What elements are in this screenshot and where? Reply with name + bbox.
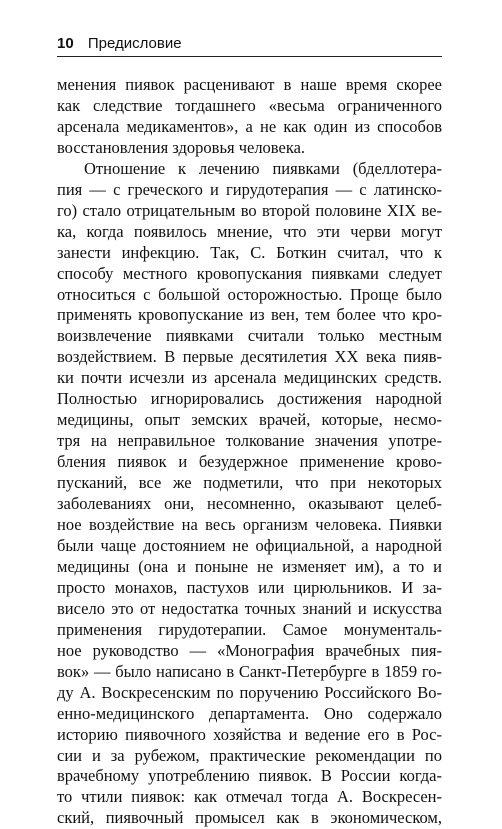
text-line: пусканий, все же подметили, что при некоторых [57, 473, 442, 493]
text-line: применения гирудотерапии. Самое монументаль- [57, 619, 442, 639]
text-line: ка, когда появилось мнение, что эти черви могут [57, 221, 442, 241]
text-line: менения пиявок расценивают в наше время скорее [57, 75, 442, 94]
text-line: врачебному употреблению пиявок. В России когда- [57, 766, 442, 786]
text-line: бления пиявок и безудержное применение крово- [57, 452, 442, 472]
page-number: 10 [57, 35, 74, 52]
text-line: ду А. Воскресенским по поручению Российского Во- [57, 682, 442, 702]
text-line: пия — с греческого и гирудотерапия — с латинско- [57, 179, 442, 199]
text-line: занести инфекцию. Так, С. Боткин считал, что к [57, 242, 442, 262]
text-line: применять кровопускание из вен, тем более что кро- [57, 305, 442, 325]
body-text [57, 75, 442, 829]
text-line: медицины, опыт земских врачей, которые, несмо- [57, 410, 442, 430]
text-line: арсенала медикаментов», а не как один из способов [57, 116, 442, 136]
text-line: ное воздействие на весь организм человека. Пиявки [57, 515, 442, 535]
text-line: медицины (она и поныне не изменяет им), а то и [57, 556, 442, 576]
header-rule [57, 56, 442, 57]
text-line: Полностью игнорировались достижения народной [57, 389, 442, 409]
text-line: ное руководство — «Монография врачебных пия- [57, 640, 442, 660]
text-line: тря на неправильное толкование значения употре- [57, 431, 442, 451]
text-line: заболеваниях они, несомненно, оказывают целеб- [57, 494, 442, 514]
text-line: сии и за рубежом, практические рекомендации по [57, 745, 442, 765]
text-line: висело это от недостатка точных знаний и искусства [57, 598, 442, 618]
text-line: Отношение к лечению пиявками (бделлотера- [84, 158, 442, 178]
text-line: го) стало отрицательным во второй половине XIX ве- [57, 200, 442, 220]
text-line: ки почти исчезли из арсенала медицинских средств. [57, 368, 442, 388]
text-line: способу местного кровопускания пиявками следует [57, 263, 442, 283]
text-line: историю пиявочного хозяйства и ведение его в Рос- [57, 724, 442, 744]
text-line: енно-медицинского департамента. Оно содержало [57, 703, 442, 723]
running-head [57, 35, 182, 52]
text-line: то чтили пиявок: как отмечал тогда А. Воскресен- [57, 787, 442, 807]
text-line: вок» — было написано в Санкт-Петербурге в 1859 го- [57, 661, 442, 681]
section-title: Предисловие [87, 35, 182, 52]
text-line: как следствие тогдашнего «весьма ограниченного [57, 95, 442, 115]
text-line: были чаще достоянием не официальной, а народной [57, 535, 442, 555]
text-line: ский, пиявочный промысел как в экономическом, [57, 808, 442, 828]
text-line: восстановления здоровья человека. [57, 137, 306, 157]
text-line: воздействием. В первые десятилетия XX века пияв- [57, 347, 442, 367]
text-line: просто монахов, пастухов или цирюльников. И за- [57, 577, 442, 597]
text-line: относиться с большой осторожностью. Проще было [57, 284, 442, 304]
text-line: воизвлечение пиявками считали только местным [57, 326, 442, 346]
